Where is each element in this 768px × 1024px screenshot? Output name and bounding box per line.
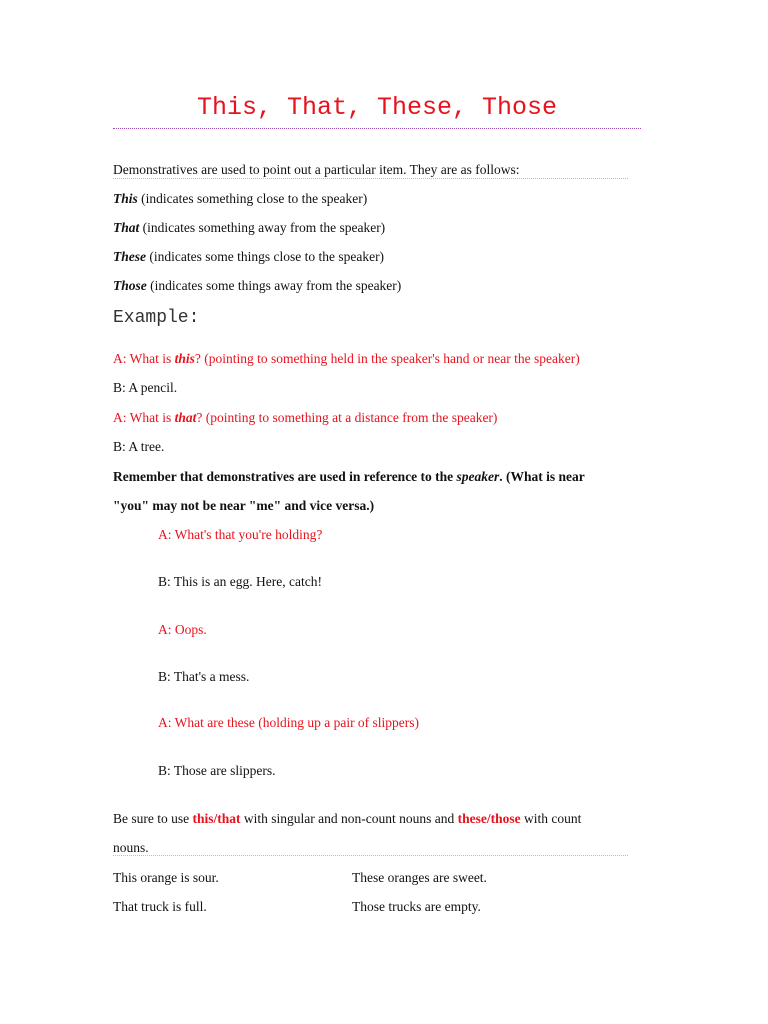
definition-desc: (indicates some things away from the speaker): [146, 278, 402, 293]
example-line-a2: [113, 408, 497, 428]
definition-this: [113, 189, 367, 209]
example-text: A: What is: [113, 351, 175, 366]
dialogue-line-5: A: What are these (holding up a pair of slippers): [158, 715, 420, 730]
definition-desc: (indicates something away from the speaker): [139, 220, 386, 235]
definition-these: [113, 247, 384, 267]
example-line-b2: B: A tree.: [113, 439, 165, 454]
table-cell: This orange is sour.: [113, 870, 219, 885]
example-heading: Example:: [113, 308, 200, 328]
example-word: this: [174, 351, 195, 366]
dialogue-line-1: A: What's that you're holding?: [158, 527, 323, 542]
speaker-word: speaker: [456, 469, 500, 484]
dialogue-line-4: B: That's a mess.: [158, 669, 250, 684]
dialogue-line-6: B: Those are slippers.: [158, 763, 276, 778]
table-cell: Those trucks are empty.: [352, 899, 481, 914]
remember-text: . (What is near: [499, 469, 585, 484]
title-divider: [113, 128, 641, 129]
intro-text: Demonstratives are used to point out a particular item. They are as follows:: [113, 162, 520, 177]
usage-line-1: [113, 809, 581, 829]
definition-word: This: [113, 191, 138, 206]
definition-word: Those: [113, 278, 147, 293]
usage-line-2: nouns.: [113, 840, 149, 855]
usage-keyword-this-that: this/that: [192, 811, 241, 826]
usage-divider: [113, 855, 628, 856]
table-cell: That truck is full.: [113, 899, 207, 914]
definition-desc: (indicates some things close to the speaker): [146, 249, 385, 264]
dialogue-line-3: A: Oops.: [158, 622, 207, 637]
example-text: ? (pointing to something held in the speaker's hand or near the speaker): [194, 351, 580, 366]
remember-text: Remember that demonstratives are used in reference to the: [113, 469, 457, 484]
remember-line-2: "you" may not be near "me" and vice versa.): [113, 498, 375, 513]
definition-that: [113, 218, 385, 238]
dialogue-line-2: B: This is an egg. Here, catch!: [158, 574, 322, 589]
table-cell: These oranges are sweet.: [352, 870, 487, 885]
definition-desc: (indicates something close to the speaker): [137, 191, 368, 206]
usage-keyword-these-those: these/those: [457, 811, 521, 826]
definition-word: These: [113, 249, 146, 264]
remember-line-1: [113, 467, 585, 487]
definition-word: That: [113, 220, 140, 235]
usage-text: with count: [520, 811, 582, 826]
definition-those: [113, 276, 401, 296]
example-text: A: What is: [113, 410, 175, 425]
example-line-a1: [113, 349, 580, 369]
example-text: ? (pointing to something at a distance from the speaker): [196, 410, 498, 425]
usage-text: with singular and non-count nouns and: [240, 811, 458, 826]
example-word: that: [174, 410, 197, 425]
intro-divider: [113, 178, 628, 179]
example-line-b1: B: A pencil.: [113, 380, 178, 395]
page-title: This, That, These, Those: [196, 93, 558, 122]
usage-text: Be sure to use: [113, 811, 193, 826]
